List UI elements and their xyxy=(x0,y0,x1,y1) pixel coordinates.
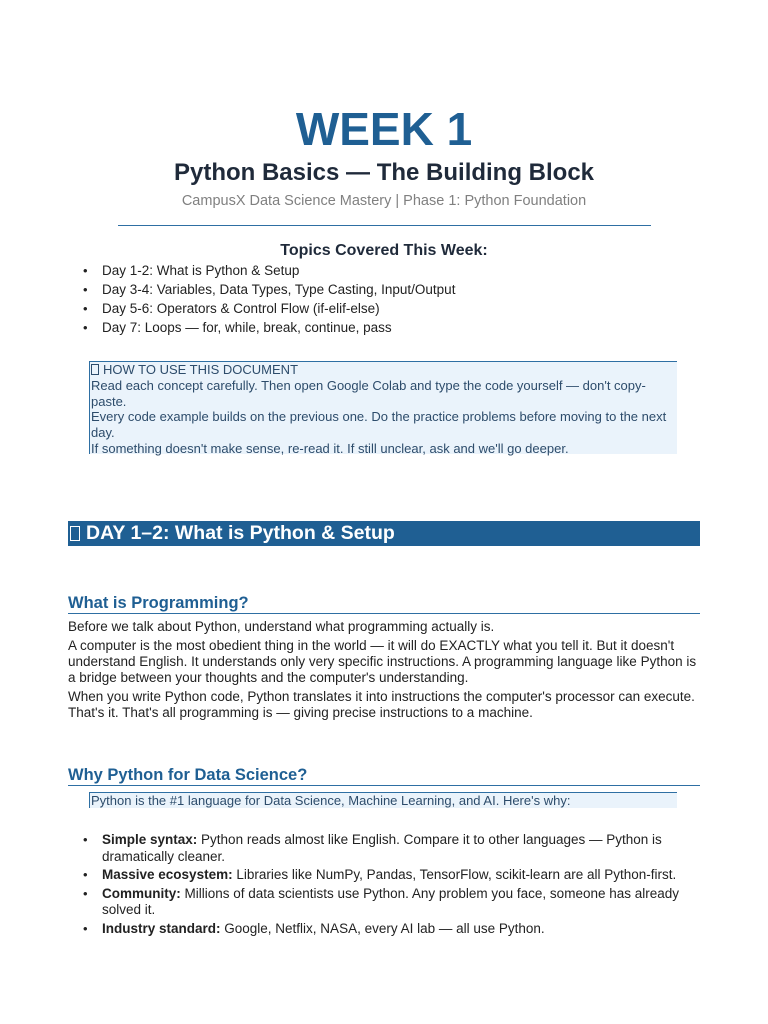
callout-title: HOW TO USE THIS DOCUMENT xyxy=(103,362,299,377)
paragraph: A computer is the most obedient thing in the world — it will do EXACTLY what you tell it. But it doesn't understand English. It understands only very specific instructions. A programming language like Python is a bridge between your thoughts and the computer's understanding. xyxy=(68,637,697,686)
paragraph: When you write Python code, Python translates it into instructions the computer's processor can execute. That's it. That's all programming is — giving precise instructions to a machine. xyxy=(68,689,695,721)
topics-list xyxy=(80,263,455,339)
callout-line: Read each concept carefully. Then open Google Colab and type the code yourself — don't copy-paste. xyxy=(91,377,646,409)
missing-glyph-icon xyxy=(70,526,80,541)
item-term: Industry standard: xyxy=(102,920,221,936)
item-text: Google, Netflix, NASA, every AI lab — all use Python. xyxy=(220,920,545,936)
day-banner-title: DAY 1–2: What is Python & Setup xyxy=(86,522,395,544)
day-section-banner xyxy=(68,521,700,546)
reasons-list xyxy=(80,832,710,939)
paragraph: Before we talk about Python, understand what programming actually is. xyxy=(68,619,495,634)
page-subtitle: Python Basics — The Building Block xyxy=(173,159,595,186)
section-heading: What is Programming? xyxy=(68,593,700,614)
topics-heading: Topics Covered This Week: xyxy=(280,242,488,259)
item-text: Python reads almost like English. Compare it to other languages — Python is dramatically cleaner. xyxy=(102,832,662,864)
section-heading: Why Python for Data Science? xyxy=(68,765,700,786)
header-divider xyxy=(118,225,651,226)
list-item: • Day 7: Loops — for, while, break, continue, pass xyxy=(80,320,455,337)
item-term: Simple syntax: xyxy=(102,832,198,847)
item-text: Libraries like NumPy, Pandas, TensorFlow, scikit-learn are all Python-first. xyxy=(232,867,677,882)
list-item xyxy=(80,921,710,938)
list-item: • Day 5-6: Operators & Control Flow (if-elif-else) xyxy=(80,301,455,318)
intro-note: Python is the #1 language for Data Science, Machine Learning, and AI. Here's why: xyxy=(89,792,677,808)
programming-body xyxy=(68,619,704,724)
missing-glyph-icon xyxy=(91,364,99,375)
callout-line: Every code example builds on the previous one. Do the practice problems before moving to the next day. xyxy=(91,409,667,441)
item-term: Community: xyxy=(102,885,181,901)
list-item xyxy=(80,867,710,884)
how-to-use-callout xyxy=(89,361,677,454)
list-item xyxy=(80,886,710,919)
list-item xyxy=(80,832,710,865)
list-item: • Day 1-2: What is Python & Setup xyxy=(80,263,455,280)
list-item: • Day 3-4: Variables, Data Types, Type Casting, Input/Output xyxy=(80,282,455,299)
item-term: Massive ecosystem: xyxy=(102,867,233,882)
course-tagline: CampusX Data Science Mastery | Phase 1: Python Foundation xyxy=(181,193,587,209)
callout-line: If something doesn't make sense, re-read it. If still unclear, ask and we'll go deeper. xyxy=(91,440,569,456)
item-text: Millions of data scientists use Python. Any problem you face, someone has already solved it. xyxy=(102,885,680,917)
week-title: WEEK 1 xyxy=(295,103,473,155)
